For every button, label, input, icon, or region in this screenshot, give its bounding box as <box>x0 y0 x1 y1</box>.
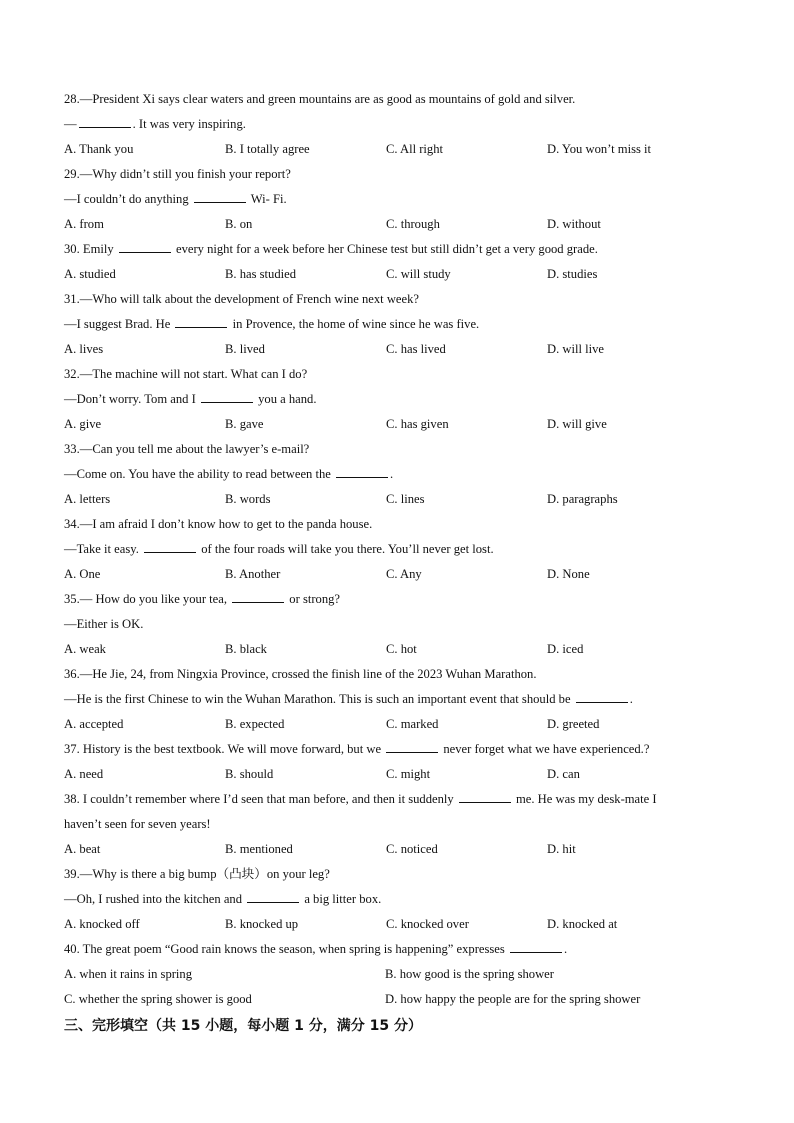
option-c: C. will study <box>386 267 451 281</box>
options-row <box>64 562 744 587</box>
options-row <box>64 712 744 737</box>
options-row <box>64 962 744 987</box>
question-text: you a hand. <box>254 392 317 406</box>
option-a: A. need <box>64 767 104 781</box>
question-text: in Provence, the home of wine since he was five. <box>229 317 480 331</box>
option-a: A. One <box>64 567 101 581</box>
question-line <box>64 587 744 612</box>
option-b: B. has studied <box>225 267 297 281</box>
option-d: D. You won’t miss it <box>547 142 652 156</box>
question-item <box>64 787 744 862</box>
question-text: — <box>64 117 77 131</box>
answer-blank <box>336 465 388 478</box>
question-text: 39.—Why is there a big bump（凸块）on your leg? <box>64 867 330 881</box>
options-row <box>64 912 744 937</box>
question-item <box>64 862 744 937</box>
question-text: —Don’t worry. Tom and I <box>64 392 199 406</box>
option-d: D. None <box>547 567 590 581</box>
options-row <box>64 637 744 662</box>
option-d: D. iced <box>547 642 584 656</box>
options-row <box>64 137 744 162</box>
option-d: D. knocked at <box>547 917 618 931</box>
question-text: 38. I couldn’t remember where I’d seen that man before, and then it suddenly <box>64 792 457 806</box>
question-text: . <box>563 942 568 956</box>
question-text: 30. Emily <box>64 242 117 256</box>
question-text: . It was very inspiring. <box>132 117 246 131</box>
option-d: D. greeted <box>547 717 600 731</box>
question-text: —Either is OK. <box>64 617 144 631</box>
question-text: . <box>629 692 633 706</box>
question-line <box>64 662 744 687</box>
option-b: B. should <box>225 767 274 781</box>
option-a: A. when it rains in spring <box>64 967 193 981</box>
question-text: or strong? <box>286 592 341 606</box>
question-item <box>64 662 744 737</box>
option-b: B. how good is the spring shower <box>385 967 554 981</box>
question-item <box>64 237 744 287</box>
answer-blank <box>232 590 284 603</box>
question-text: of the four roads will take you there. You’ll never get lost. <box>198 542 494 556</box>
option-c: C. noticed <box>386 842 438 856</box>
option-c: C. marked <box>386 717 439 731</box>
option-a: A. beat <box>64 842 101 856</box>
option-a: A. give <box>64 417 102 431</box>
option-a: A. lives <box>64 342 104 356</box>
question-item <box>64 737 744 787</box>
answer-blank <box>79 115 131 128</box>
exam-page <box>64 87 744 1039</box>
question-text: never forget what we have experienced.? <box>440 742 650 756</box>
option-c: C. lines <box>386 492 425 506</box>
question-line <box>64 737 744 762</box>
question-text: me. He was my desk-mate I <box>512 792 657 806</box>
option-c: C. has given <box>386 417 449 431</box>
question-line <box>64 362 744 387</box>
question-text: —Oh, I rushed into the kitchen and <box>64 892 246 906</box>
question-line <box>64 937 744 962</box>
question-line <box>64 687 744 712</box>
options-row <box>64 412 744 437</box>
question-item <box>64 362 744 437</box>
answer-blank <box>175 315 227 328</box>
question-item <box>64 162 744 237</box>
option-d: D. will give <box>547 417 607 431</box>
answer-blank <box>459 790 511 803</box>
option-c: C. All right <box>386 142 444 156</box>
question-line <box>64 287 744 312</box>
option-b: B. words <box>225 492 271 506</box>
question-line <box>64 312 744 337</box>
option-b: B. on <box>225 217 253 231</box>
answer-blank <box>576 690 628 703</box>
option-b: B. expected <box>225 717 285 731</box>
option-b: B. black <box>225 642 267 656</box>
question-line <box>64 437 744 462</box>
question-text: —Come on. You have the ability to read between the <box>64 467 335 481</box>
question-line <box>64 237 744 262</box>
question-text: every night for a week before her Chinese test but still didn’t get a very good grade. <box>172 242 598 256</box>
option-c: C. knocked over <box>386 917 469 931</box>
option-c: C. might <box>386 767 431 781</box>
options-row <box>64 987 744 1012</box>
answer-blank <box>247 890 299 903</box>
question-line <box>64 887 744 912</box>
question-text: 36.—He Jie, 24, from Ningxia Province, crossed the finish line of the 2023 Wuhan Marathon. <box>64 667 537 681</box>
option-c: C. through <box>386 217 440 231</box>
question-item <box>64 937 744 1012</box>
option-c: C. whether the spring shower is good <box>64 992 252 1006</box>
answer-blank <box>510 940 562 953</box>
question-text: haven’t seen for seven years! <box>64 817 211 831</box>
options-row <box>64 212 744 237</box>
option-d: D. without <box>547 217 601 231</box>
option-c: C. has lived <box>386 342 446 356</box>
option-d: D. paragraphs <box>547 492 618 506</box>
option-b: B. Another <box>225 567 281 581</box>
option-b: B. I totally agree <box>225 142 310 156</box>
question-text: 33.—Can you tell me about the lawyer’s e-mail? <box>64 442 310 456</box>
options-row <box>64 337 744 362</box>
question-text: 31.—Who will talk about the development of French wine next week? <box>64 292 419 306</box>
question-text: 28.—President Xi says clear waters and green mountains are as good as mountains of gold and silver. <box>64 92 576 106</box>
options-row <box>64 837 744 862</box>
answer-blank <box>144 540 196 553</box>
question-item <box>64 587 744 662</box>
question-line <box>64 187 744 212</box>
question-text: Wi- Fi. <box>247 192 287 206</box>
question-text: —Take it easy. <box>64 542 143 556</box>
option-b: B. knocked up <box>225 917 299 931</box>
option-d: D. hit <box>547 842 576 856</box>
answer-blank <box>119 240 171 253</box>
question-item <box>64 287 744 362</box>
question-text: . <box>390 467 394 481</box>
question-text: —I suggest Brad. He <box>64 317 174 331</box>
answer-blank <box>201 390 253 403</box>
option-a: A. accepted <box>64 717 124 731</box>
question-text: 35.— How do you like your tea, <box>64 592 231 606</box>
question-text: 34.—I am afraid I don’t know how to get to the panda house. <box>64 517 373 531</box>
question-item <box>64 512 744 587</box>
question-item <box>64 87 744 162</box>
question-line <box>64 537 744 562</box>
option-a: A. knocked off <box>64 917 140 931</box>
question-text: 29.—Why didn’t still you finish your report? <box>64 167 291 181</box>
question-line <box>64 162 744 187</box>
question-line <box>64 812 744 837</box>
option-c: C. hot <box>386 642 417 656</box>
option-a: A. from <box>64 217 104 231</box>
question-line <box>64 87 744 112</box>
option-c: C. Any <box>386 567 422 581</box>
question-text: 40. The great poem “Good rain knows the season, when spring is happening” expresses <box>64 942 508 956</box>
question-text: a big litter box. <box>301 892 382 906</box>
section-title: 三、完形填空（共 15 小题，每小题 1 分，满分 15 分） <box>64 1018 422 1034</box>
options-row <box>64 262 744 287</box>
question-line <box>64 387 744 412</box>
answer-blank <box>386 740 438 753</box>
answer-blank <box>194 190 246 203</box>
option-a: A. letters <box>64 492 111 506</box>
question-item <box>64 437 744 512</box>
option-b: B. gave <box>225 417 264 431</box>
option-b: B. mentioned <box>225 842 293 856</box>
option-b: B. lived <box>225 342 265 356</box>
question-line <box>64 787 744 812</box>
option-a: A. Thank you <box>64 142 134 156</box>
question-line <box>64 862 744 887</box>
question-line <box>64 512 744 537</box>
question-line <box>64 612 744 637</box>
question-text: —He is the first Chinese to win the Wuhan Marathon. This is such an important event that should be <box>64 692 574 706</box>
option-d: D. will live <box>547 342 605 356</box>
option-a: A. studied <box>64 267 116 281</box>
question-text: —I couldn’t do anything <box>64 192 192 206</box>
question-text: 37. History is the best textbook. We will move forward, but we <box>64 742 385 756</box>
options-row <box>64 487 744 512</box>
question-line <box>64 112 744 137</box>
question-line <box>64 462 744 487</box>
option-d: D. can <box>547 767 580 781</box>
question-list <box>64 87 744 1012</box>
options-row <box>64 762 744 787</box>
question-text: 32.—The machine will not start. What can I do? <box>64 367 308 381</box>
option-d: D. how happy the people are for the spring shower <box>385 992 641 1006</box>
option-a: A. weak <box>64 642 106 656</box>
option-d: D. studies <box>547 267 598 281</box>
